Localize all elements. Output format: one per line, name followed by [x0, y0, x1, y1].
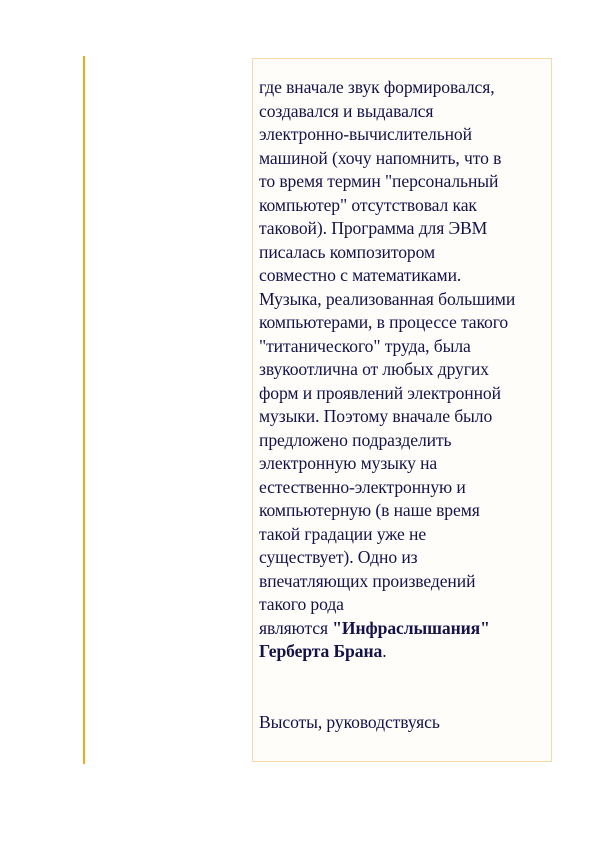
body-line: Музыка, реализованная большими — [259, 288, 516, 309]
body-line: писалась композитором — [259, 241, 436, 262]
body-text — [259, 76, 555, 734]
author-suffix: . — [382, 641, 387, 661]
body-line: компьютерами, в процессе такого — [259, 312, 509, 332]
body-line: впечатляющих произведений — [259, 570, 476, 591]
body-line-with-author — [259, 640, 555, 664]
body-line: естественно-электронную и — [259, 476, 466, 497]
work-title: "Инфраслышания" — [332, 617, 490, 638]
body-line: машиной (хочу напомнить, что в — [259, 147, 502, 168]
body-line: компьютерную (в наше время — [259, 500, 480, 520]
body-line: то время термин "персональный — [259, 171, 499, 191]
body-line: музыки. Поэтому вначале было — [259, 406, 493, 426]
body-line: компьютер" отсутствовал как — [259, 194, 477, 215]
body-line: предложено подразделить — [259, 429, 452, 450]
body-line: совместно с математиками. — [259, 265, 462, 285]
body-line: форм и проявлений электронной — [259, 382, 501, 403]
body-line: таковой). Программа для ЭВМ — [259, 218, 488, 238]
line-prefix: являются — [259, 617, 333, 638]
body-line: такого рода — [259, 594, 344, 614]
body-line: такой градации уже не — [259, 523, 427, 544]
body-line: существует). Одно из — [259, 547, 418, 567]
body-line: создавался и выдавался — [259, 100, 434, 121]
author-name: Герберта Брана — [259, 641, 383, 661]
body-line: электронно-вычислительной — [259, 124, 472, 144]
body-line: звукоотлична от любых других — [259, 359, 489, 379]
body-line-with-title — [259, 617, 555, 641]
paragraph-gap — [259, 664, 555, 711]
body-line: где вначале звук формировался, — [259, 77, 495, 97]
body-line: "титанического" труда, была — [259, 335, 471, 356]
trailing-line: Высоты, руководствуясь — [259, 711, 440, 732]
body-line: электронную музыку на — [259, 453, 438, 473]
left-margin-rule — [83, 56, 85, 764]
